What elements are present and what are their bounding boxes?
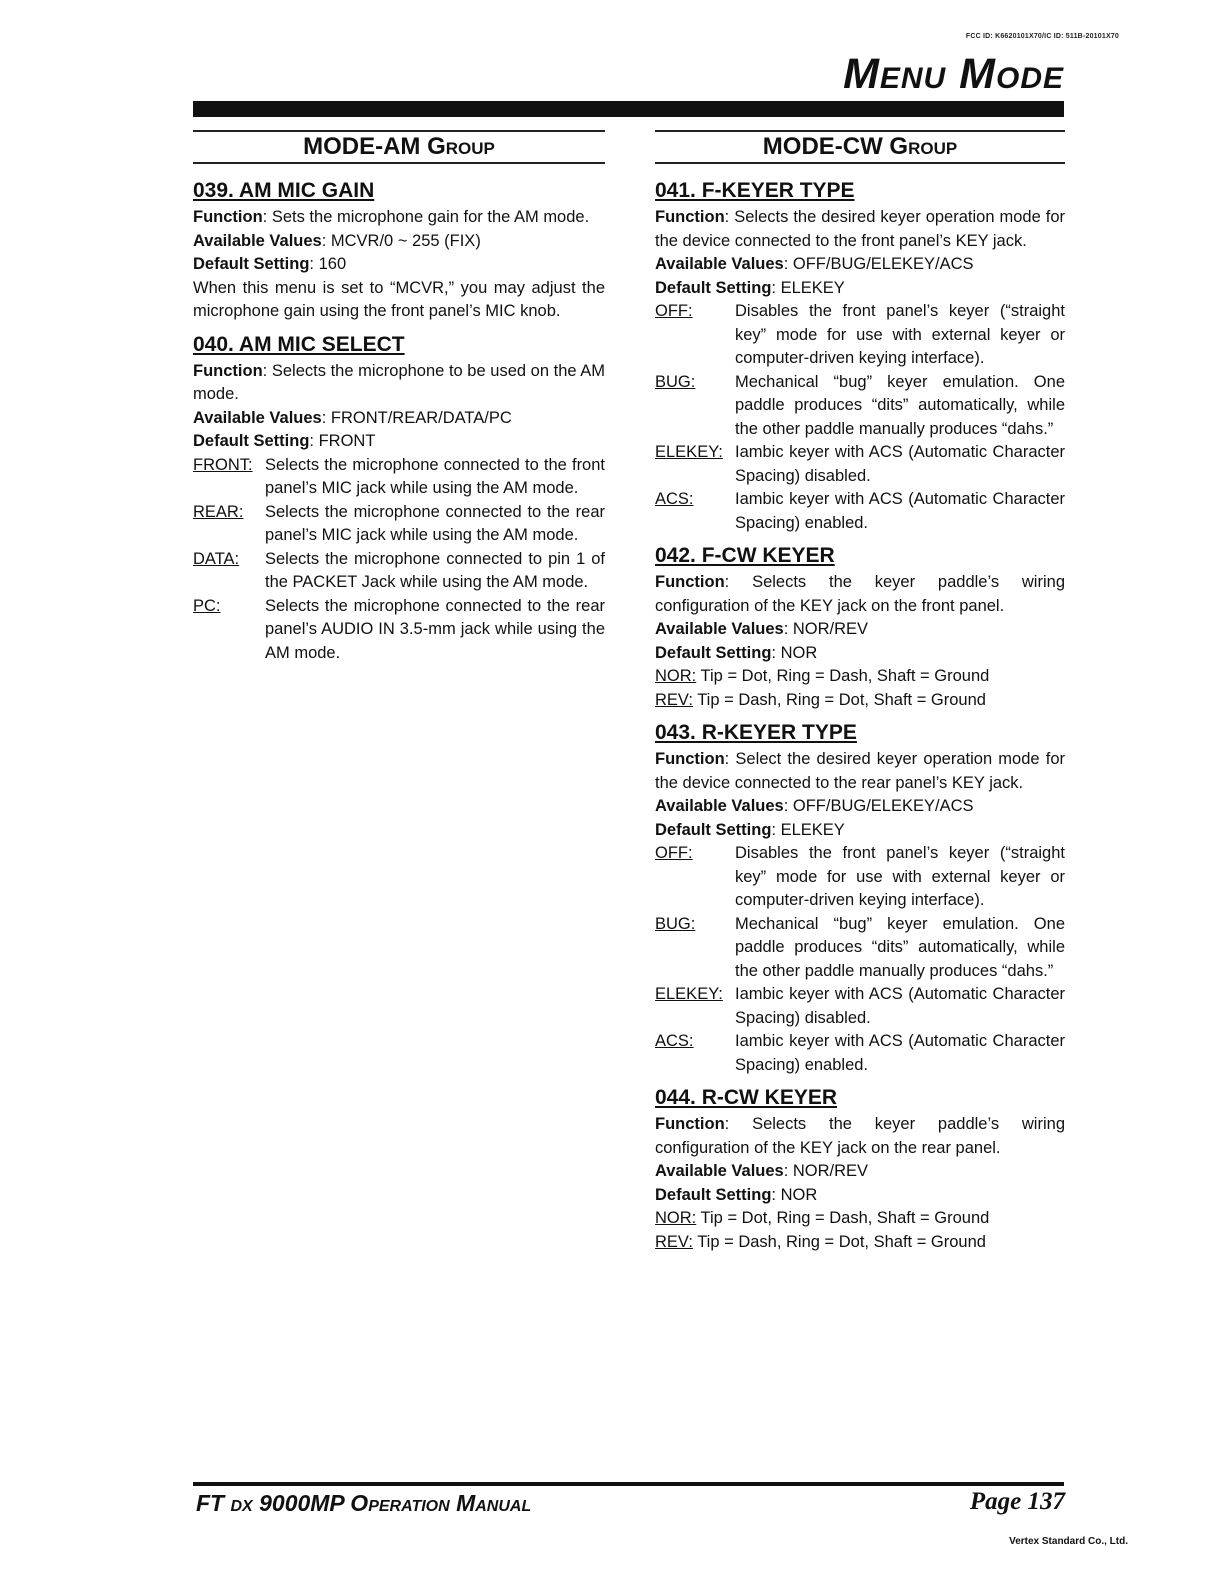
- function-line: Function: Selects the desired keyer operation mode for the device connected to the front panel’s KEY jack.: [655, 208, 1065, 250]
- manual-title: FT dx 9000MP Operation Manual: [196, 1490, 532, 1516]
- item-title: 042. F-CW KEYER: [655, 544, 835, 567]
- footer-rule: [193, 1482, 1064, 1486]
- vendor-name: Vertex Standard Co., Ltd.: [1009, 1536, 1128, 1547]
- default-line: Default Setting: FRONT: [193, 432, 376, 450]
- fcc-id: FCC ID: K6620101X70/IC ID: 511B-20101X70: [965, 33, 1119, 40]
- item-title: 039. AM MIC GAIN: [193, 179, 375, 202]
- item-title: 044. R-CW KEYER: [655, 1086, 838, 1109]
- default-line: Default Setting: ELEKEY: [655, 820, 845, 839]
- option-off: OFF: Disables the front panel’s keyer (“straight key” mode for use with external keyer or computer-driven keying interface).: [655, 302, 1065, 367]
- menu-item-042: [655, 543, 1065, 712]
- function-line: Function: Selects the keyer paddle’s wiring configuration of the KEY jack on the front panel.: [655, 573, 1065, 615]
- values-line: Available Values: NOR/REV: [655, 620, 869, 638]
- values-line: Available Values: OFF/BUG/ELEKEY/ACS: [655, 255, 974, 273]
- option-front: FRONT: Selects the microphone connected to the front panel’s MIC jack while using the AM mode.: [193, 455, 605, 497]
- option-rear: REAR: Selects the microphone connected to the rear panel’s MIC jack while using the AM mode.: [193, 502, 605, 544]
- menu-item-041: [655, 178, 1065, 535]
- menu-item-040: [193, 332, 605, 666]
- option-bug: BUG: Mechanical “bug” keyer emulation. One paddle produces “dits” automatically, while the other paddle manually produces “dahs.”: [655, 914, 1065, 980]
- option-nor: NOR: Tip = Dot, Ring = Dash, Shaft = Ground: [655, 1209, 990, 1227]
- option-elekey: ELEKEY: Iambic keyer with ACS (Automatic Character Spacing) disabled.: [655, 443, 1065, 485]
- option-acs: ACS: Iambic keyer with ACS (Automatic Character Spacing) enabled.: [655, 1032, 1065, 1074]
- header-rule: [193, 101, 1064, 117]
- default-line: Default Setting: ELEKEY: [655, 278, 845, 297]
- menu-item-044: [655, 1085, 1065, 1254]
- group-heading-cw: MODE-CW Group: [655, 130, 1065, 164]
- values-line: Available Values: MCVR/0 ~ 255 (FIX): [193, 231, 481, 250]
- values-line: Available Values: OFF/BUG/ELEKEY/ACS: [655, 797, 974, 815]
- option-acs: ACS: Iambic keyer with ACS (Automatic Character Spacing) enabled.: [655, 490, 1065, 532]
- function-line: Function: Select the desired keyer operation mode for the device connected to the rear panel’s KEY jack.: [655, 750, 1065, 792]
- default-line: Default Setting: NOR: [655, 1185, 818, 1204]
- item-title: 041. F-KEYER TYPE: [655, 179, 855, 202]
- values-line: Available Values: FRONT/REAR/DATA/PC: [193, 408, 512, 427]
- option-bug: BUG: Mechanical “bug” keyer emulation. One paddle produces “dits” automatically, while the other paddle manually produces “dahs.”: [655, 372, 1065, 438]
- values-line: Available Values: NOR/REV: [655, 1162, 869, 1180]
- right-column: [655, 130, 1065, 1254]
- function-line: Function: Sets the microphone gain for the AM mode.: [193, 208, 590, 226]
- option-off: OFF: Disables the front panel’s keyer (“straight key” mode for use with external keyer or computer-driven keying interface).: [655, 844, 1065, 909]
- item-title: 040. AM MIC SELECT: [193, 332, 405, 356]
- default-line: Default Setting: 160: [193, 255, 347, 273]
- option-pc: PC: Selects the microphone connected to the rear panel’s AUDIO IN 3.5-mm jack while using the AM mode.: [193, 596, 605, 662]
- option-elekey: ELEKEY: Iambic keyer with ACS (Automatic Character Spacing) disabled.: [655, 985, 1065, 1027]
- option-data: DATA: Selects the microphone connected to pin 1 of the PACKET Jack while using the AM mode.: [193, 549, 605, 591]
- item-note: When this menu is set to “MCVR,” you may adjust the microphone gain using the front panel’s MIC knob.: [193, 278, 605, 320]
- function-line: Function: Selects the keyer paddle’s wiring configuration of the KEY jack on the rear panel.: [655, 1115, 1065, 1157]
- menu-item-043: [655, 720, 1065, 1077]
- function-line: Function: Selects the microphone to be used on the AM mode.: [193, 361, 605, 403]
- page-title: Menu Mode: [843, 50, 1064, 98]
- group-heading-am: MODE-AM Group: [193, 130, 605, 164]
- option-rev: REV: Tip = Dash, Ring = Dot, Shaft = Ground: [655, 690, 986, 709]
- item-title: 043. R-KEYER TYPE: [655, 721, 857, 744]
- left-column: [193, 130, 605, 665]
- option-rev: REV: Tip = Dash, Ring = Dot, Shaft = Ground: [655, 1232, 986, 1251]
- menu-item-039: [193, 178, 605, 324]
- page-number: Page 137: [969, 1488, 1065, 1515]
- option-nor: NOR: Tip = Dot, Ring = Dash, Shaft = Ground: [655, 667, 990, 685]
- default-line: Default Setting: NOR: [655, 643, 818, 662]
